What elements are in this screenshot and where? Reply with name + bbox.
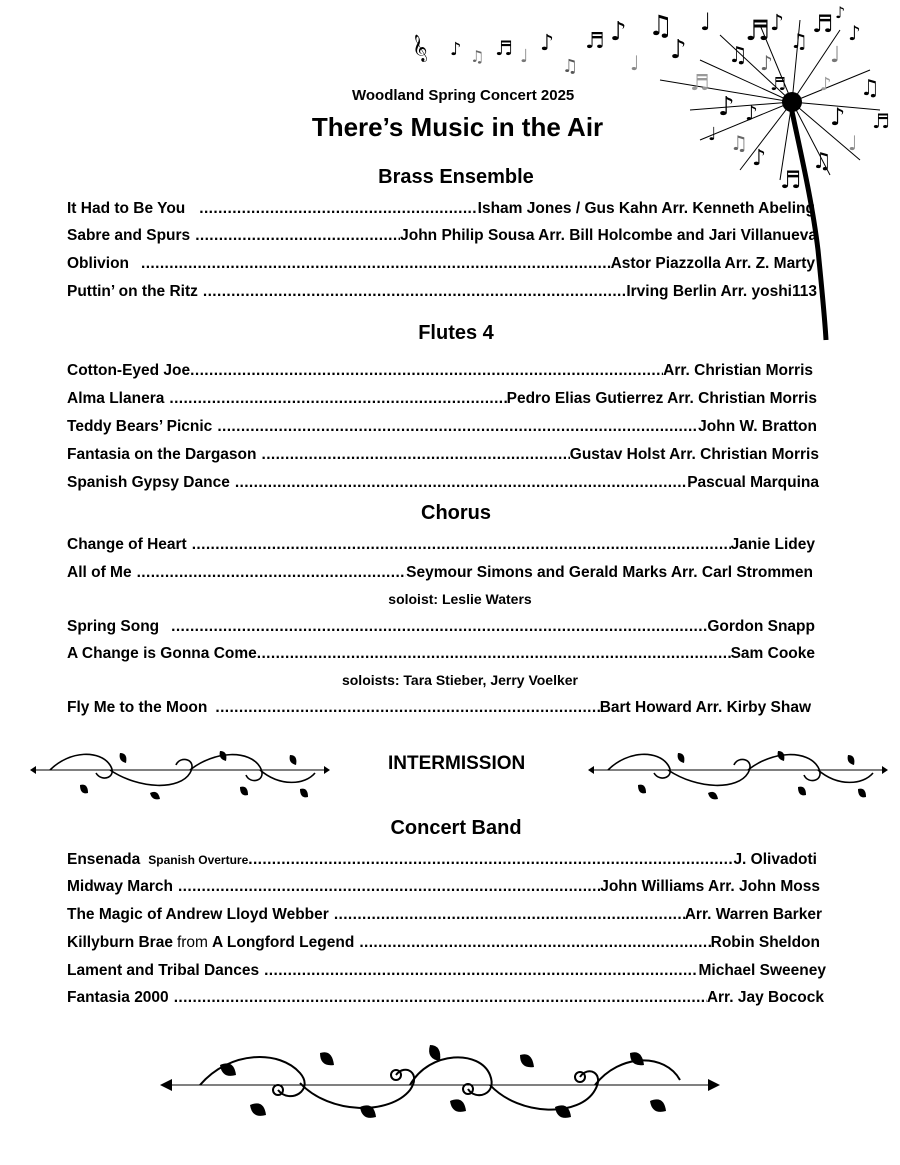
piece-title: Puttin’ on the Ritz [67, 283, 198, 300]
piece-title: Lament and Tribal Dances [67, 962, 260, 979]
program-row [67, 934, 820, 952]
svg-text:♪: ♪ [848, 21, 861, 45]
piece-credit: Robin Sheldon [710, 934, 820, 951]
svg-text:♩: ♩ [700, 8, 712, 36]
vine-flourish-bottom [160, 1035, 720, 1125]
svg-text:♪: ♪ [610, 17, 627, 47]
svg-text:♪: ♪ [830, 103, 846, 131]
piece-credit: Sam Cooke [730, 645, 815, 662]
section-heading-brass: Brass Ensemble [378, 166, 534, 188]
piece-title: Fantasia 2000 [67, 989, 169, 1006]
piece-title: A Change is Gonna Come [67, 645, 257, 662]
piece-title: Teddy Bears’ Picnic [67, 418, 213, 435]
piece-title: Alma Llanera [67, 390, 165, 407]
piece-title: Killyburn Brae [67, 934, 173, 951]
concert-title: There’s Music in the Air [311, 112, 604, 142]
section-heading-chorus: Chorus [421, 502, 491, 524]
leader-dots [334, 906, 685, 924]
program-row [67, 645, 815, 663]
leader-dots [192, 536, 731, 554]
piece-credit: Arr. Warren Barker [684, 906, 822, 923]
svg-text:♪: ♪ [770, 11, 785, 36]
svg-text:♪: ♪ [450, 39, 462, 60]
svg-text:♫: ♫ [730, 131, 748, 155]
intermission-label: INTERMISSION [388, 753, 526, 774]
svg-text:♬: ♬ [585, 29, 605, 54]
svg-text:♩: ♩ [520, 46, 529, 67]
program-row [67, 851, 817, 869]
svg-text:♬: ♬ [745, 14, 771, 47]
leader-dots [137, 564, 407, 582]
svg-text:♫: ♫ [470, 47, 485, 66]
leader-dots [217, 418, 698, 436]
leader-dots [235, 474, 687, 492]
piece-title: Spring Song [67, 618, 160, 635]
leader-dots [199, 200, 477, 218]
piece-credit: John W. Bratton [698, 418, 817, 435]
vine-flourish-right [588, 745, 888, 800]
svg-text:♫: ♫ [860, 76, 880, 101]
svg-text:♪: ♪ [745, 101, 758, 125]
piece-title: Change of Heart [67, 536, 187, 553]
leader-dots [248, 851, 733, 869]
svg-text:♪: ♪ [718, 92, 735, 122]
svg-text:♩: ♩ [848, 131, 858, 155]
program-row [67, 906, 822, 924]
svg-text:♬: ♬ [872, 109, 890, 133]
svg-text:♫: ♫ [648, 9, 674, 42]
program-row [67, 446, 819, 464]
piece-title: Fantasia on the Dargason [67, 446, 257, 463]
piece-title: Fly Me to the Moon [67, 699, 208, 716]
program-row [67, 200, 815, 218]
program-row [67, 699, 811, 717]
svg-text:♪: ♪ [835, 3, 846, 22]
piece-credit: Irving Berlin Arr. yoshi113 [626, 283, 817, 300]
piece-credit: Gustav Holst Arr. Christian Morris [569, 446, 819, 463]
piece-credit: Janie Lidey [730, 536, 815, 553]
piece-title: The Magic of Andrew Lloyd Webber [67, 906, 329, 923]
leader-dots [215, 699, 599, 717]
svg-text:♪: ♪ [752, 146, 767, 171]
piece-title-secondary: A Longford Legend [211, 934, 355, 951]
svg-text:♫: ♫ [812, 149, 832, 174]
piece-credit: Astor Piazzolla Arr. Z. Marty [610, 255, 815, 272]
concert-subtitle: Woodland Spring Concert 2025 [352, 87, 575, 104]
leader-dots [203, 283, 626, 301]
piece-credit: Pedro Elias Gutierrez Arr. Christian Morris [506, 390, 817, 407]
program-row [67, 283, 817, 301]
piece-detail: Spanish Overture [148, 853, 249, 867]
leader-dots [261, 446, 569, 464]
piece-title: All of Me [67, 564, 132, 581]
soloist-note: soloist: Leslie Waters [388, 591, 532, 607]
svg-text:♫: ♫ [562, 56, 579, 77]
leader-dots [359, 934, 710, 952]
svg-text:♪: ♪ [540, 31, 555, 56]
section-heading-flutes: Flutes 4 [418, 322, 494, 344]
svg-text:♩: ♩ [830, 43, 841, 68]
program-row [67, 618, 815, 636]
piece-title: It Had to Be You [67, 200, 186, 217]
program-row [67, 474, 819, 492]
piece-credit: John Williams Arr. John Moss [600, 878, 820, 895]
leader-dots [141, 255, 611, 273]
svg-text:♬: ♬ [495, 36, 513, 60]
piece-title: Oblivion [67, 255, 129, 272]
piece-credit: Michael Sweeney [698, 962, 826, 979]
svg-text:𝄞: 𝄞 [407, 32, 431, 64]
leader-dots [178, 878, 600, 896]
leader-dots [264, 962, 698, 980]
piece-title: Cotton-Eyed Joe [67, 362, 191, 379]
piece-title: Sabre and Spurs [67, 227, 191, 244]
leader-dots [169, 390, 506, 408]
piece-credit: Arr. Jay Bocock [706, 989, 824, 1006]
piece-credit: John Philip Sousa Arr. Bill Holcombe and Jari Villanueva [400, 227, 817, 244]
svg-text:♬: ♬ [812, 10, 834, 38]
svg-text:♬: ♬ [690, 71, 710, 96]
svg-text:♬: ♬ [770, 74, 787, 95]
leader-dots [190, 362, 663, 380]
piece-title: Midway March [67, 878, 173, 895]
section-heading-concert-band: Concert Band [390, 817, 522, 839]
svg-text:♬: ♬ [780, 166, 802, 194]
program-row [67, 390, 817, 408]
svg-text:♪: ♪ [670, 35, 687, 65]
piece-credit: Isham Jones / Gus Kahn Arr. Kenneth Abeling [477, 200, 815, 217]
program-row [67, 989, 824, 1007]
piece-connector: from [176, 934, 208, 951]
vine-flourish-left [30, 745, 330, 800]
svg-text:♪: ♪ [760, 51, 773, 75]
svg-text:♪: ♪ [820, 74, 832, 95]
leader-dots [174, 989, 707, 1007]
piece-title: Spanish Gypsy Dance [67, 474, 230, 491]
program-row [67, 418, 817, 436]
program-row [67, 227, 817, 245]
piece-credit: Pascual Marquina [687, 474, 819, 491]
program-row [67, 962, 826, 980]
piece-credit: Seymour Simons and Gerald Marks Arr. Carl Strommen [406, 564, 813, 581]
piece-credit: J. Olivadoti [733, 851, 817, 868]
leader-dots [195, 227, 400, 245]
program-row [67, 362, 813, 380]
program-row [67, 255, 815, 273]
program-row [67, 878, 820, 896]
svg-text:♫: ♫ [790, 29, 808, 53]
svg-text:♩: ♩ [708, 124, 717, 145]
piece-credit: Arr. Christian Morris [663, 362, 813, 379]
piece-credit: Gordon Snapp [707, 618, 815, 635]
piece-credit: Bart Howard Arr. Kirby Shaw [599, 699, 811, 716]
piece-title: Ensenada [67, 851, 141, 868]
program-row [67, 536, 815, 554]
soloist-note: soloists: Tara Stieber, Jerry Voelker [341, 672, 579, 688]
leader-dots [171, 618, 707, 636]
svg-text:♩: ♩ [630, 51, 640, 75]
leader-dots [257, 645, 731, 663]
svg-text:♫: ♫ [728, 43, 748, 68]
program-row [67, 564, 813, 582]
